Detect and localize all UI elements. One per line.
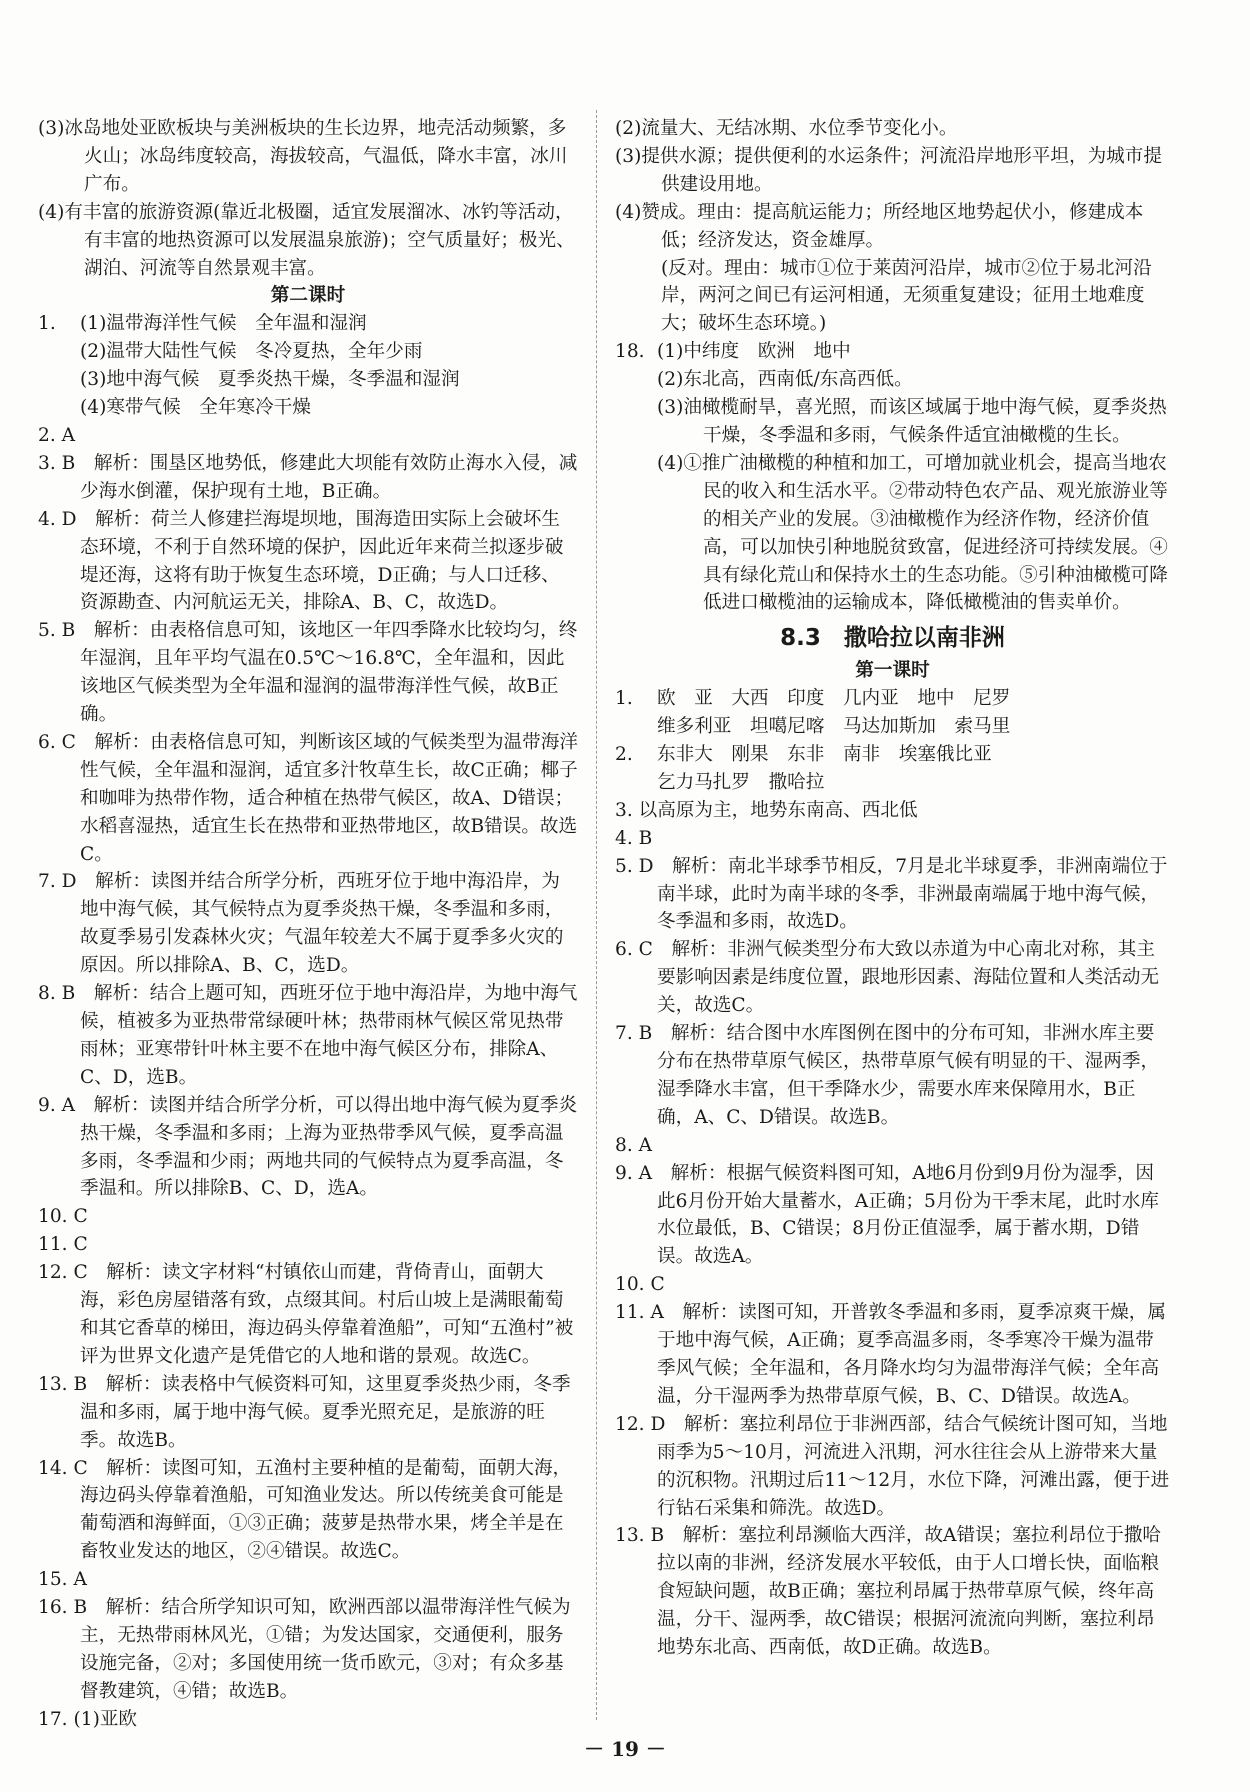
answer-part: (3)地中海气候 夏季炎热干燥，冬季温和湿润 bbox=[80, 369, 460, 391]
answer-part: (2)东北高，西南低/东高西低。 bbox=[657, 369, 913, 391]
answer-item: 16. B 解析：结合所学知识可知，欧洲西部以温带海洋性气候为主，无热带雨林风光，①错；为发达国家，交通便利，服务设施完备，②对；多国使用统一货币欧元，③对；有众多基督教建筑，④错；故选B。 bbox=[38, 1597, 571, 1702]
answer-item bbox=[38, 310, 578, 422]
answer-item: 3. 以高原为主，地势东南高、西北低 bbox=[615, 799, 918, 821]
answer-item: 10. C bbox=[38, 1206, 88, 1228]
answer-line: 乞力马扎罗 撒哈拉 bbox=[657, 771, 825, 793]
answer-parts bbox=[80, 310, 460, 422]
answer-part: (1)中纬度 欧洲 地中 bbox=[657, 341, 851, 363]
answer-part: (4)赞成。理由：提高航运能力；所经地区地势起伏小，修建成本低；经济发达，资金雄厚。 bbox=[615, 201, 1144, 251]
answer-item: 4. B bbox=[615, 827, 653, 849]
section-title: 第二课时 bbox=[270, 285, 346, 307]
answer-part: (3)油橄榄耐旱，喜光照，而该区域属于地中海气候，夏季炎热干燥，冬季温和多雨，气候条件适宜油橄榄的生长。 bbox=[657, 397, 1167, 446]
column-divider bbox=[596, 110, 597, 1720]
answer-item: 11. C bbox=[38, 1234, 88, 1256]
answer-part: (4)寒带气候 全年寒冷干燥 bbox=[80, 397, 311, 419]
answer-line: 欧 亚 大西 印度 几内亚 地中 尼罗 bbox=[657, 688, 1011, 710]
answer-item: 3. B 解析：围垦区地势低，修建此大坝能有效防止海水入侵，减少海水倒灌，保护现有土地，B正确。 bbox=[38, 452, 578, 502]
answer-part: (2)温带大陆性气候 冬冷夏热，全年少雨 bbox=[80, 341, 423, 363]
answer-item: 5. B 解析：由表格信息可知，该地区一年四季降水比较均匀，终年湿润，且年平均气温在0.5℃～16.8℃，全年温和，因此该地区气候类型为全年温和湿润的温带海洋性气候，故B正确。 bbox=[38, 620, 578, 726]
answer-item: 6. C 解析：非洲气候类型分布大致以赤道为中心南北对称，其主要影响因素是纬度位置，跟地形因素、海陆位置和人类活动无关，故选C。 bbox=[615, 939, 1160, 1017]
answer-part: (2)流量大、无结冰期、水位季节变化小。 bbox=[615, 118, 958, 139]
answer-part: (4)①推广油橄榄的种植和加工，可增加就业机会，提高当地农民的收入和生活水平。②带动特色农产品、观光旅游业等的相关产业的发展。③油橄榄作为经济作物，经济价值高，可以加快引种地脱贫致富，促进经济可持续发展。④具有绿化荒山和保持水土的生态功能。⑤引种油橄榄可降低进口橄榄油的运输成本，降低橄榄油的售卖单价。 bbox=[657, 452, 1168, 614]
answer-note: (反对。理由：城市①位于莱茵河沿岸，城市②位于易北河沿岸，两河之间已有运河相通，无须重复建设；征用土地难度大；破坏生态环境。) bbox=[661, 257, 1152, 335]
answer-item: 9. A 解析：读图并结合所学分析，可以得出地中海气候为夏季炎热干燥，冬季温和多雨；上海为亚热带季风气候，夏季高温多雨，冬季温和少雨；两地共同的气候特点为夏季高温，冬季温和。所以排除B、C、D，选A。 bbox=[38, 1094, 578, 1200]
answer-item: 15. A bbox=[38, 1569, 87, 1591]
answer-number: 1. bbox=[615, 688, 633, 710]
answer-lines bbox=[657, 685, 1010, 741]
chapter-title: 8.3 撒哈拉以南非洲 bbox=[780, 625, 1005, 652]
answer-item: 10. C bbox=[615, 1274, 665, 1296]
answer-part: (1)温带海洋性气候 全年温和湿润 bbox=[80, 313, 367, 335]
answer-part: (4)有丰富的旅游资源(靠近北极圈，适宜发展溜冰、冰钓等活动，有丰富的地热资源可以发展温泉旅游)；空气质量好；极光、湖泊、河流等自然景观丰富。 bbox=[38, 201, 575, 279]
answer-item: 12. C 解析：读文字材料“村镇依山而建，背倚青山，面朝大海，彩色房屋错落有致，点缀其间。村后山坡上是满眼葡萄和其它香草的梯田，海边码头停靠着渔船”，可知“五渔村”被评为世界文化遗产是凭借它的人地和谐的景观。故选C。 bbox=[38, 1262, 574, 1367]
answer-item: 2. A bbox=[38, 424, 76, 446]
answer-number: 1. bbox=[38, 313, 56, 335]
answer-lines bbox=[657, 741, 992, 797]
answer-item: 6. C 解析：由表格信息可知，判断该区域的气候类型为温带海洋性气候，全年温和湿润，适宜多汁牧草生长，故C正确；椰子和咖啡为热带作物，适合种植在热带气候区，故A、D错误；水稻喜湿热，适宜生长在热带和亚热带地区，故B错误。故选C。 bbox=[38, 731, 578, 865]
answer-parts bbox=[657, 338, 1170, 617]
answer-item: 8. B 解析：结合上题可知，西班牙位于地中海沿岸，为地中海气候，植被多为亚热带常绿硬叶林；热带雨林气候区常见热带雨林；亚寒带针叶林主要不在地中海气候区分布，排除A、C、D，选B。 bbox=[38, 983, 578, 1088]
answer-line: 东非大 刚果 东非 南非 埃塞俄比亚 bbox=[657, 744, 992, 766]
left-column bbox=[38, 115, 578, 1734]
section-title: 第一课时 bbox=[855, 660, 930, 682]
answer-line: 维多利亚 坦噶尼喀 马达加斯加 索马里 bbox=[657, 716, 1011, 738]
answer-part: (3)提供水源；提供便利的水运条件；河流沿岸地形平坦，为城市提供建设用地。 bbox=[615, 145, 1162, 195]
answer-item bbox=[615, 338, 1170, 617]
answer-item: 8. A bbox=[615, 1134, 653, 1156]
answer-item: 7. D 解析：读图并结合所学分析，西班牙位于地中海沿岸，为地中海气候，其气候特点为夏季炎热干燥，冬季温和多雨，故夏季易引发森林火灾；气温年较差大不属于夏季多火灾的原因。所以排除A、B、C，选D。 bbox=[38, 871, 564, 977]
answer-item: 13. B 解析：读表格中气候资料可知，这里夏季炎热少雨，冬季温和多雨，属于地中海气候。夏季光照充足，是旅游的旺季。故选B。 bbox=[38, 1373, 571, 1451]
answer-item bbox=[615, 685, 1170, 741]
answer-item: 4. D 解析：荷兰人修建拦海堤坝地，围海造田实际上会破坏生态环境，不利于自然环境的保护，因此近年来荷兰拟逐步破堤还海，这将有助于恢复生态环境，D正确；与人口迁移、资源勘查、内河航运无关，排除A、B、C，故选D。 bbox=[38, 508, 564, 614]
answer-item: 5. D 解析：南北半球季节相反，7月是北半球夏季，非洲南端位于南半球，此时为南半球的冬季，非洲最南端属于地中海气候，冬季温和多雨，故选D。 bbox=[615, 855, 1168, 933]
answer-item: 14. C 解析：读图可知，五渔村主要种植的是葡萄，面朝大海，海边码头停靠着渔船，可知渔业发达。所以传统美食可能是葡萄酒和海鲜面，①③正确；菠萝是热带水果，烤全羊是在畜牧业发达的地区，②④错误。故选C。 bbox=[38, 1457, 572, 1563]
answer-number: 18. bbox=[615, 341, 645, 363]
right-column bbox=[615, 115, 1170, 1662]
answer-item: 11. A 解析：读图可知，开普敦冬季温和多雨，夏季凉爽干燥，属于地中海气候，A正确；夏季高温多雨，冬季寒冷干燥为温带季风气候；全年温和，各月降水均匀为温带海洋气候；全年高温，分干湿两季为热带草原气候，B、C、D错误。故选A。 bbox=[615, 1302, 1166, 1407]
page-number: － 19 － bbox=[584, 1737, 666, 1761]
answer-item: 17. (1)亚欧 bbox=[38, 1708, 138, 1730]
answer-number: 2. bbox=[615, 744, 633, 766]
answer-part: (3)冰岛地处亚欧板块与美洲板块的生长边界，地壳活动频繁，多火山；冰岛纬度较高，海拔较高，气温低，降水丰富，冰川广布。 bbox=[38, 118, 568, 195]
answer-item: 7. B 解析：结合图中水库图例在图中的分布可知，非洲水库主要分布在热带草原气候区，热带草原气候有明显的干、湿两季，湿季降水丰富，但干季降水少，需要水库来保障用水，B正确，A、C、D错误。故选B。 bbox=[615, 1023, 1160, 1128]
answer-item: 12. D 解析：塞拉利昂位于非洲西部，结合气候统计图可知，当地雨季为5～10月，河流进入汛期，河水往往会从上游带来大量的沉积物。汛期过后11～12月，水位下降，河滩出露，便于进行钻石采集和筛洗。故选D。 bbox=[615, 1413, 1170, 1519]
answer-item bbox=[615, 741, 1170, 797]
answer-item: 9. A 解析：根据气候资料图可知，A地6月份到9月份为湿季，因此6月份开始大量蓄水，A正确；5月份为干季末尾，此时水库水位最低，B、C错误；8月份正值湿季，属于蓄水期，D错误。故选A。 bbox=[615, 1162, 1159, 1268]
answer-item: 13. B 解析：塞拉利昂濒临大西洋，故A错误；塞拉利昂位于撒哈拉以南的非洲，经济发展水平较低，由于人口增长快，面临粮食短缺问题，故B正确；塞拉利昂属于热带草原气候，终年高温，分干、湿两季，故C错误；根据河流流向判断，塞拉利昂地势东北高、西南低，故D正确。故选B。 bbox=[615, 1525, 1162, 1659]
